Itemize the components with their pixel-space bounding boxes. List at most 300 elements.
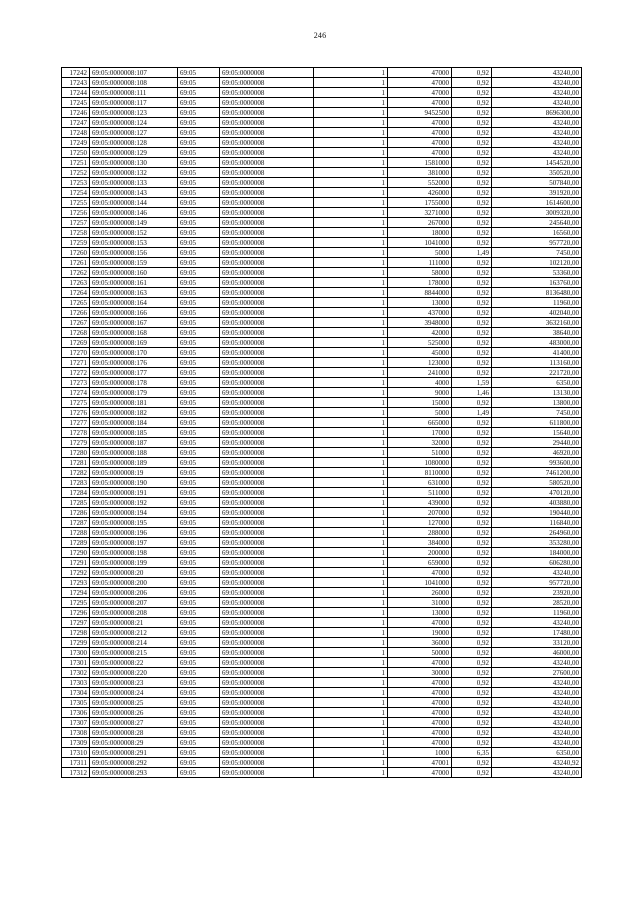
row-index-cell: 17273 <box>62 378 90 388</box>
rate-cell: 0,92 <box>452 188 492 198</box>
district-code-cell: 69:05 <box>178 518 220 528</box>
cadastral-number-cell: 69:05:0000008:185 <box>90 428 178 438</box>
quarter-code-cell: 69:05:0000008 <box>220 468 314 478</box>
row-index-cell: 17293 <box>62 578 90 588</box>
cadastral-number-cell: 69:05:0000008:200 <box>90 578 178 588</box>
rate-cell: 0,92 <box>452 88 492 98</box>
cadastral-number-cell: 69:05:0000008:197 <box>90 538 178 548</box>
row-index-cell: 17296 <box>62 608 90 618</box>
rate-cell: 0,92 <box>452 158 492 168</box>
count-cell: 1 <box>314 198 388 208</box>
rate-cell: 0,92 <box>452 238 492 248</box>
cadastral-number-cell: 69:05:0000008:190 <box>90 478 178 488</box>
cadastral-number-cell: 69:05:0000008:189 <box>90 458 178 468</box>
value-cell: 221720,00 <box>492 368 582 378</box>
table-row <box>62 678 582 688</box>
cadastral-number-cell: 69:05:0000008:292 <box>90 758 178 768</box>
count-cell: 1 <box>314 668 388 678</box>
area-cell: 47000 <box>388 88 452 98</box>
rate-cell: 0,92 <box>452 308 492 318</box>
area-cell: 111000 <box>388 258 452 268</box>
count-cell: 1 <box>314 248 388 258</box>
count-cell: 1 <box>314 448 388 458</box>
table-row <box>62 518 582 528</box>
row-index-cell: 17276 <box>62 408 90 418</box>
district-code-cell: 69:05 <box>178 528 220 538</box>
rate-cell: 0,92 <box>452 588 492 598</box>
table-row <box>62 628 582 638</box>
table-row <box>62 378 582 388</box>
value-cell: 184000,00 <box>492 548 582 558</box>
cadastral-number-cell: 69:05:0000008:26 <box>90 708 178 718</box>
quarter-code-cell: 69:05:0000008 <box>220 98 314 108</box>
value-cell: 1614600,00 <box>492 198 582 208</box>
district-code-cell: 69:05 <box>178 148 220 158</box>
cadastral-number-cell: 69:05:0000008:22 <box>90 658 178 668</box>
value-cell: 15640,00 <box>492 428 582 438</box>
cadastral-number-cell: 69:05:0000008:123 <box>90 108 178 118</box>
row-index-cell: 17263 <box>62 278 90 288</box>
row-index-cell: 17279 <box>62 438 90 448</box>
quarter-code-cell: 69:05:0000008 <box>220 448 314 458</box>
area-cell: 1000 <box>388 748 452 758</box>
table-row <box>62 388 582 398</box>
table-row <box>62 418 582 428</box>
rate-cell: 1,59 <box>452 378 492 388</box>
table-row <box>62 708 582 718</box>
cadastral-number-cell: 69:05:0000008:28 <box>90 728 178 738</box>
quarter-code-cell: 69:05:0000008 <box>220 328 314 338</box>
count-cell: 1 <box>314 188 388 198</box>
table-row <box>62 118 582 128</box>
row-index-cell: 17272 <box>62 368 90 378</box>
cadastral-number-cell: 69:05:0000008:107 <box>90 68 178 78</box>
table-row <box>62 668 582 678</box>
quarter-code-cell: 69:05:0000008 <box>220 708 314 718</box>
rate-cell: 0,92 <box>452 468 492 478</box>
rate-cell: 0,92 <box>452 648 492 658</box>
area-cell: 511000 <box>388 488 452 498</box>
district-code-cell: 69:05 <box>178 118 220 128</box>
rate-cell: 1,49 <box>452 408 492 418</box>
count-cell: 1 <box>314 558 388 568</box>
value-cell: 43240,00 <box>492 78 582 88</box>
table-row <box>62 108 582 118</box>
district-code-cell: 69:05 <box>178 308 220 318</box>
rate-cell: 0,92 <box>452 428 492 438</box>
quarter-code-cell: 69:05:0000008 <box>220 68 314 78</box>
value-cell: 46000,00 <box>492 648 582 658</box>
rate-cell: 0,92 <box>452 338 492 348</box>
rate-cell: 0,92 <box>452 348 492 358</box>
count-cell: 1 <box>314 378 388 388</box>
cadastral-number-cell: 69:05:0000008:207 <box>90 598 178 608</box>
count-cell: 1 <box>314 608 388 618</box>
quarter-code-cell: 69:05:0000008 <box>220 148 314 158</box>
cadastral-number-cell: 69:05:0000008:111 <box>90 88 178 98</box>
table-row <box>62 408 582 418</box>
value-cell: 43240,00 <box>492 728 582 738</box>
table-row <box>62 298 582 308</box>
count-cell: 1 <box>314 348 388 358</box>
row-index-cell: 17258 <box>62 228 90 238</box>
count-cell: 1 <box>314 638 388 648</box>
area-cell: 123000 <box>388 358 452 368</box>
area-cell: 47000 <box>388 618 452 628</box>
district-code-cell: 69:05 <box>178 248 220 258</box>
quarter-code-cell: 69:05:0000008 <box>220 638 314 648</box>
value-cell: 190440,00 <box>492 508 582 518</box>
cadastral-number-cell: 69:05:0000008:194 <box>90 508 178 518</box>
rate-cell: 0,92 <box>452 708 492 718</box>
count-cell: 1 <box>314 208 388 218</box>
count-cell: 1 <box>314 68 388 78</box>
row-index-cell: 17255 <box>62 198 90 208</box>
table-row <box>62 638 582 648</box>
table-row <box>62 458 582 468</box>
table-row <box>62 748 582 758</box>
district-code-cell: 69:05 <box>178 268 220 278</box>
area-cell: 47000 <box>388 718 452 728</box>
rate-cell: 0,92 <box>452 758 492 768</box>
count-cell: 1 <box>314 508 388 518</box>
quarter-code-cell: 69:05:0000008 <box>220 88 314 98</box>
table-row <box>62 758 582 768</box>
quarter-code-cell: 69:05:0000008 <box>220 248 314 258</box>
row-index-cell: 17243 <box>62 78 90 88</box>
rate-cell: 0,92 <box>452 298 492 308</box>
rate-cell: 0,92 <box>452 78 492 88</box>
rate-cell: 0,92 <box>452 418 492 428</box>
district-code-cell: 69:05 <box>178 358 220 368</box>
area-cell: 47000 <box>388 708 452 718</box>
rate-cell: 0,92 <box>452 698 492 708</box>
table-row <box>62 78 582 88</box>
row-index-cell: 17265 <box>62 298 90 308</box>
table-row <box>62 308 582 318</box>
district-code-cell: 69:05 <box>178 668 220 678</box>
rate-cell: 0,92 <box>452 478 492 488</box>
quarter-code-cell: 69:05:0000008 <box>220 78 314 88</box>
value-cell: 606280,00 <box>492 558 582 568</box>
rate-cell: 0,92 <box>452 458 492 468</box>
quarter-code-cell: 69:05:0000008 <box>220 758 314 768</box>
value-cell: 43240,00 <box>492 128 582 138</box>
district-code-cell: 69:05 <box>178 748 220 758</box>
count-cell: 1 <box>314 418 388 428</box>
district-code-cell: 69:05 <box>178 138 220 148</box>
district-code-cell: 69:05 <box>178 548 220 558</box>
table-row <box>62 368 582 378</box>
cadastral-number-cell: 69:05:0000008:167 <box>90 318 178 328</box>
cadastral-number-cell: 69:05:0000008:196 <box>90 528 178 538</box>
quarter-code-cell: 69:05:0000008 <box>220 228 314 238</box>
row-index-cell: 17268 <box>62 328 90 338</box>
quarter-code-cell: 69:05:0000008 <box>220 768 314 778</box>
row-index-cell: 17256 <box>62 208 90 218</box>
rate-cell: 0,92 <box>452 128 492 138</box>
district-code-cell: 69:05 <box>178 508 220 518</box>
value-cell: 43240,00 <box>492 98 582 108</box>
cadastral-number-cell: 69:05:0000008:166 <box>90 308 178 318</box>
area-cell: 525000 <box>388 338 452 348</box>
table-row <box>62 568 582 578</box>
count-cell: 1 <box>314 688 388 698</box>
area-cell: 200000 <box>388 548 452 558</box>
count-cell: 1 <box>314 588 388 598</box>
rate-cell: 0,92 <box>452 208 492 218</box>
value-cell: 43240,00 <box>492 618 582 628</box>
area-cell: 3271000 <box>388 208 452 218</box>
quarter-code-cell: 69:05:0000008 <box>220 138 314 148</box>
rate-cell: 6,35 <box>452 748 492 758</box>
row-index-cell: 17252 <box>62 168 90 178</box>
quarter-code-cell: 69:05:0000008 <box>220 618 314 628</box>
value-cell: 402040,00 <box>492 308 582 318</box>
count-cell: 1 <box>314 278 388 288</box>
area-cell: 1041000 <box>388 578 452 588</box>
district-code-cell: 69:05 <box>178 128 220 138</box>
row-index-cell: 17312 <box>62 768 90 778</box>
count-cell: 1 <box>314 758 388 768</box>
area-cell: 45000 <box>388 348 452 358</box>
row-index-cell: 17245 <box>62 98 90 108</box>
count-cell: 1 <box>314 648 388 658</box>
cadastral-number-cell: 69:05:0000008:27 <box>90 718 178 728</box>
value-cell: 507840,00 <box>492 178 582 188</box>
cadastral-number-cell: 69:05:0000008:129 <box>90 148 178 158</box>
row-index-cell: 17282 <box>62 468 90 478</box>
table-row <box>62 268 582 278</box>
area-cell: 178000 <box>388 278 452 288</box>
area-cell: 659000 <box>388 558 452 568</box>
cadastral-number-cell: 69:05:0000008:130 <box>90 158 178 168</box>
row-index-cell: 17295 <box>62 598 90 608</box>
district-code-cell: 69:05 <box>178 78 220 88</box>
district-code-cell: 69:05 <box>178 368 220 378</box>
area-cell: 267000 <box>388 218 452 228</box>
count-cell: 1 <box>314 368 388 378</box>
area-cell: 381000 <box>388 168 452 178</box>
count-cell: 1 <box>314 408 388 418</box>
row-index-cell: 17278 <box>62 428 90 438</box>
district-code-cell: 69:05 <box>178 498 220 508</box>
row-index-cell: 17281 <box>62 458 90 468</box>
table-row <box>62 88 582 98</box>
quarter-code-cell: 69:05:0000008 <box>220 108 314 118</box>
row-index-cell: 17287 <box>62 518 90 528</box>
cadastral-number-cell: 69:05:0000008:161 <box>90 278 178 288</box>
area-cell: 384000 <box>388 538 452 548</box>
row-index-cell: 17264 <box>62 288 90 298</box>
value-cell: 113160,00 <box>492 358 582 368</box>
area-cell: 127000 <box>388 518 452 528</box>
count-cell: 1 <box>314 728 388 738</box>
area-cell: 17000 <box>388 428 452 438</box>
value-cell: 43240,00 <box>492 568 582 578</box>
cadastral-number-cell: 69:05:0000008:170 <box>90 348 178 358</box>
table-row <box>62 658 582 668</box>
count-cell: 1 <box>314 548 388 558</box>
district-code-cell: 69:05 <box>178 768 220 778</box>
table-row <box>62 128 582 138</box>
rate-cell: 0,92 <box>452 398 492 408</box>
area-cell: 439000 <box>388 498 452 508</box>
quarter-code-cell: 69:05:0000008 <box>220 118 314 128</box>
table-row <box>62 498 582 508</box>
row-index-cell: 17292 <box>62 568 90 578</box>
count-cell: 1 <box>314 748 388 758</box>
value-cell: 46920,00 <box>492 448 582 458</box>
district-code-cell: 69:05 <box>178 278 220 288</box>
value-cell: 350520,00 <box>492 168 582 178</box>
quarter-code-cell: 69:05:0000008 <box>220 398 314 408</box>
value-cell: 41400,00 <box>492 348 582 358</box>
rate-cell: 0,92 <box>452 368 492 378</box>
cadastral-number-cell: 69:05:0000008:206 <box>90 588 178 598</box>
area-cell: 31000 <box>388 598 452 608</box>
table-row <box>62 168 582 178</box>
rate-cell: 0,92 <box>452 508 492 518</box>
district-code-cell: 69:05 <box>178 158 220 168</box>
cadastral-number-cell: 69:05:0000008:215 <box>90 648 178 658</box>
quarter-code-cell: 69:05:0000008 <box>220 278 314 288</box>
quarter-code-cell: 69:05:0000008 <box>220 348 314 358</box>
rate-cell: 0,92 <box>452 488 492 498</box>
table-body <box>62 68 582 778</box>
count-cell: 1 <box>314 678 388 688</box>
district-code-cell: 69:05 <box>178 228 220 238</box>
area-cell: 1581000 <box>388 158 452 168</box>
rate-cell: 0,92 <box>452 68 492 78</box>
cadastral-table <box>61 67 582 778</box>
rate-cell: 0,92 <box>452 148 492 158</box>
value-cell: 11960,00 <box>492 608 582 618</box>
quarter-code-cell: 69:05:0000008 <box>220 558 314 568</box>
table-row <box>62 608 582 618</box>
quarter-code-cell: 69:05:0000008 <box>220 688 314 698</box>
count-cell: 1 <box>314 478 388 488</box>
row-index-cell: 17280 <box>62 448 90 458</box>
quarter-code-cell: 69:05:0000008 <box>220 308 314 318</box>
table-row <box>62 698 582 708</box>
row-index-cell: 17244 <box>62 88 90 98</box>
area-cell: 207000 <box>388 508 452 518</box>
row-index-cell: 17308 <box>62 728 90 738</box>
count-cell: 1 <box>314 438 388 448</box>
row-index-cell: 17289 <box>62 538 90 548</box>
district-code-cell: 69:05 <box>178 468 220 478</box>
district-code-cell: 69:05 <box>178 398 220 408</box>
count-cell: 1 <box>314 108 388 118</box>
quarter-code-cell: 69:05:0000008 <box>220 518 314 528</box>
quarter-code-cell: 69:05:0000008 <box>220 478 314 488</box>
value-cell: 43240,00 <box>492 768 582 778</box>
row-index-cell: 17275 <box>62 398 90 408</box>
area-cell: 241000 <box>388 368 452 378</box>
cadastral-number-cell: 69:05:0000008:29 <box>90 738 178 748</box>
quarter-code-cell: 69:05:0000008 <box>220 438 314 448</box>
value-cell: 7461200,00 <box>492 468 582 478</box>
quarter-code-cell: 69:05:0000008 <box>220 428 314 438</box>
cadastral-number-cell: 69:05:0000008:133 <box>90 178 178 188</box>
quarter-code-cell: 69:05:0000008 <box>220 738 314 748</box>
row-index-cell: 17302 <box>62 668 90 678</box>
cadastral-number-cell: 69:05:0000008:23 <box>90 678 178 688</box>
area-cell: 1755000 <box>388 198 452 208</box>
table-row <box>62 318 582 328</box>
district-code-cell: 69:05 <box>178 608 220 618</box>
count-cell: 1 <box>314 238 388 248</box>
cadastral-number-cell: 69:05:0000008:192 <box>90 498 178 508</box>
district-code-cell: 69:05 <box>178 238 220 248</box>
rate-cell: 0,92 <box>452 618 492 628</box>
cadastral-number-cell: 69:05:0000008:169 <box>90 338 178 348</box>
area-cell: 9000 <box>388 388 452 398</box>
row-index-cell: 17299 <box>62 638 90 648</box>
row-index-cell: 17284 <box>62 488 90 498</box>
value-cell: 53360,00 <box>492 268 582 278</box>
value-cell: 27600,00 <box>492 668 582 678</box>
rate-cell: 0,92 <box>452 108 492 118</box>
quarter-code-cell: 69:05:0000008 <box>220 508 314 518</box>
quarter-code-cell: 69:05:0000008 <box>220 678 314 688</box>
table-row <box>62 588 582 598</box>
cadastral-number-cell: 69:05:0000008:195 <box>90 518 178 528</box>
table-row <box>62 578 582 588</box>
table-row <box>62 188 582 198</box>
district-code-cell: 69:05 <box>178 698 220 708</box>
quarter-code-cell: 69:05:0000008 <box>220 698 314 708</box>
value-cell: 102120,00 <box>492 258 582 268</box>
table-row <box>62 158 582 168</box>
area-cell: 437000 <box>388 308 452 318</box>
table-row <box>62 528 582 538</box>
value-cell: 470120,00 <box>492 488 582 498</box>
value-cell: 11960,00 <box>492 298 582 308</box>
value-cell: 6350,00 <box>492 748 582 758</box>
table-row <box>62 448 582 458</box>
area-cell: 47000 <box>388 768 452 778</box>
area-cell: 9452500 <box>388 108 452 118</box>
district-code-cell: 69:05 <box>178 208 220 218</box>
district-code-cell: 69:05 <box>178 578 220 588</box>
table-row <box>62 558 582 568</box>
rate-cell: 0,92 <box>452 638 492 648</box>
area-cell: 30000 <box>388 668 452 678</box>
district-code-cell: 69:05 <box>178 728 220 738</box>
table-row <box>62 768 582 778</box>
count-cell: 1 <box>314 428 388 438</box>
table-row <box>62 398 582 408</box>
count-cell: 1 <box>314 308 388 318</box>
table-row <box>62 138 582 148</box>
value-cell: 8696300,00 <box>492 108 582 118</box>
row-index-cell: 17311 <box>62 758 90 768</box>
area-cell: 36000 <box>388 638 452 648</box>
district-code-cell: 69:05 <box>178 638 220 648</box>
district-code-cell: 69:05 <box>178 168 220 178</box>
area-cell: 15000 <box>388 398 452 408</box>
count-cell: 1 <box>314 258 388 268</box>
quarter-code-cell: 69:05:0000008 <box>220 498 314 508</box>
rate-cell: 0,92 <box>452 678 492 688</box>
rate-cell: 0,92 <box>452 738 492 748</box>
area-cell: 50000 <box>388 648 452 658</box>
cadastral-number-cell: 69:05:0000008:128 <box>90 138 178 148</box>
quarter-code-cell: 69:05:0000008 <box>220 488 314 498</box>
count-cell: 1 <box>314 658 388 668</box>
